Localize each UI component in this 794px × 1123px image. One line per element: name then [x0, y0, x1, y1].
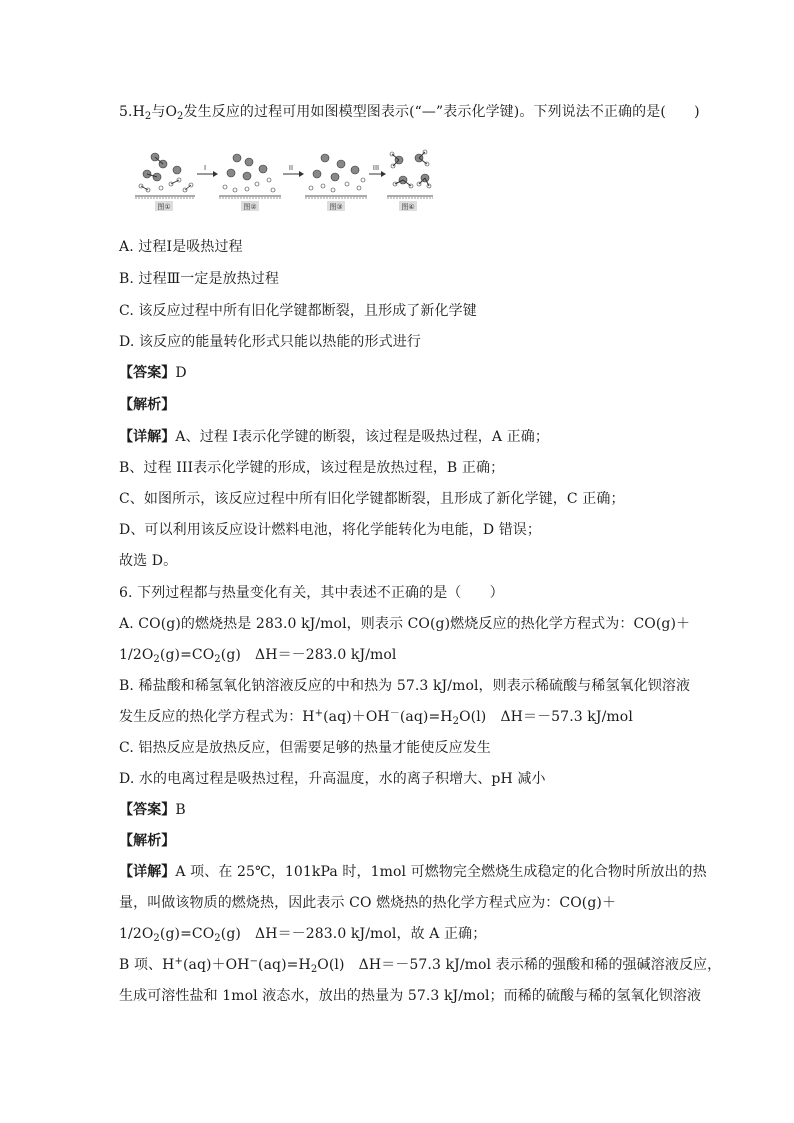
- q5-detail-4: D、可以利用该反应设计燃料电池，将化学能转化为电能，D 错误；: [119, 522, 541, 538]
- q6-detail-3: $1/2O_2(g)=CO_2(g)$ ΔH＝－283.0 kJ/mol，故 A 正确；: [119, 926, 487, 944]
- svg-text:II: II: [288, 164, 294, 172]
- q6-analysis-label: 【解析】: [119, 833, 176, 849]
- q6-option-a-line1: A. CO(g)的燃烧热是 283.0 kJ/mol，则表示 CO(g)燃烧反应的热化学方程式为：CO(g)＋: [119, 616, 691, 632]
- panel-4-label: 图④: [401, 203, 415, 211]
- q5-option-d: D. 该反应的能量转化形式只能以热能的形式进行: [119, 334, 421, 350]
- q5-analysis-label: 【解析】: [119, 397, 176, 413]
- q5-option-a: A. 过程Ⅰ是吸热过程: [119, 239, 243, 255]
- q6-answer: 【答案】B: [119, 802, 186, 818]
- q6-detail-1: 【详解】A 项、在 25℃，101kPa 时，1mol 可燃物完全燃烧生成稳定的化合物时所放出的热: [119, 864, 707, 880]
- panel-1: [135, 153, 195, 211]
- panel-2-label: 图②: [243, 203, 257, 211]
- q5-detail-5: 故选 D。: [119, 553, 178, 569]
- q5-detail-2: B、过程 III表示化学键的形成，该过程是放热过程，B 正确；: [119, 460, 505, 476]
- panel-3: [305, 154, 367, 211]
- q6-detail-4: B 项、$H^+(aq)+OH^-(aq)=H_2O(l)$ ΔH＝－57.3 kJ/mol 表示稀的强酸和稀的强碱溶液反应，: [119, 956, 722, 975]
- q5-detail-3: C、如图所示，该反应过程中所有旧化学键都断裂，且形成了新化学键，C 正确；: [119, 491, 625, 507]
- q6-option-d: D. 水的电离过程是吸热过程，升高温度，水的离子积增大、pH 减小: [119, 771, 546, 787]
- q6-option-b-line2: 发生反应的热化学方程式为：$H^+(aq)+OH^-(aq)=H_2O(l)$ ΔH＝－57.3 kJ/mol: [119, 708, 633, 727]
- q5-answer: 【答案】D: [119, 365, 187, 381]
- arrow-ii: [283, 164, 304, 177]
- q6-detail-5: 生成可溶性盐和 1mol 液态水，放出的热量为 57.3 kJ/mol；而稀的硫酸与稀的氢氧化钡溶液: [119, 988, 702, 1004]
- arrow-iii: [369, 164, 386, 177]
- panel-1-label: 图①: [157, 203, 171, 211]
- reaction-model-figure: [133, 144, 433, 214]
- q6-option-b-line1: B. 稀盐酸和稀氢氧化钠溶液反应的中和热为 57.3 kJ/mol，则表示稀硫酸与稀氢氧化钡溶液: [119, 678, 691, 694]
- svg-text:III: III: [372, 164, 380, 172]
- panel-4: [387, 150, 433, 211]
- q6-stem: 6. 下列过程都与热量变化有关，其中表述不正确的是（ ）: [119, 585, 504, 601]
- q5-stem: $5.H_2$与$O_2$发生反应的过程可用如图模型图表示(“—”表示化学键)。下列说法不正确的是( ): [119, 104, 700, 122]
- q5-option-b: B. 过程Ⅲ一定是放热过程: [119, 271, 279, 287]
- q5-detail-1: 【详解】A、过程 I表示化学键的断裂，该过程是吸热过程，A 正确；: [119, 429, 549, 445]
- q5-option-c: C. 该反应过程中所有旧化学键都断裂，且形成了新化学键: [119, 303, 477, 319]
- q6-option-a-line2: $1/2O_2(g)=CO_2(g)$ ΔH＝－283.0 kJ/mol: [119, 647, 397, 665]
- q6-option-c: C. 铝热反应是放热反应，但需要足够的热量才能使反应发生: [119, 740, 491, 756]
- svg-text:I: I: [203, 164, 207, 172]
- panel-3-label: 图③: [329, 203, 343, 211]
- reaction-model-diagram: [133, 144, 433, 214]
- panel-2: [219, 154, 281, 211]
- q6-detail-2: 量，叫做该物质的燃烧热，因此表示 CO 燃烧热的热化学方程式应为：CO(g)＋: [119, 895, 617, 911]
- arrow-i: [197, 164, 218, 177]
